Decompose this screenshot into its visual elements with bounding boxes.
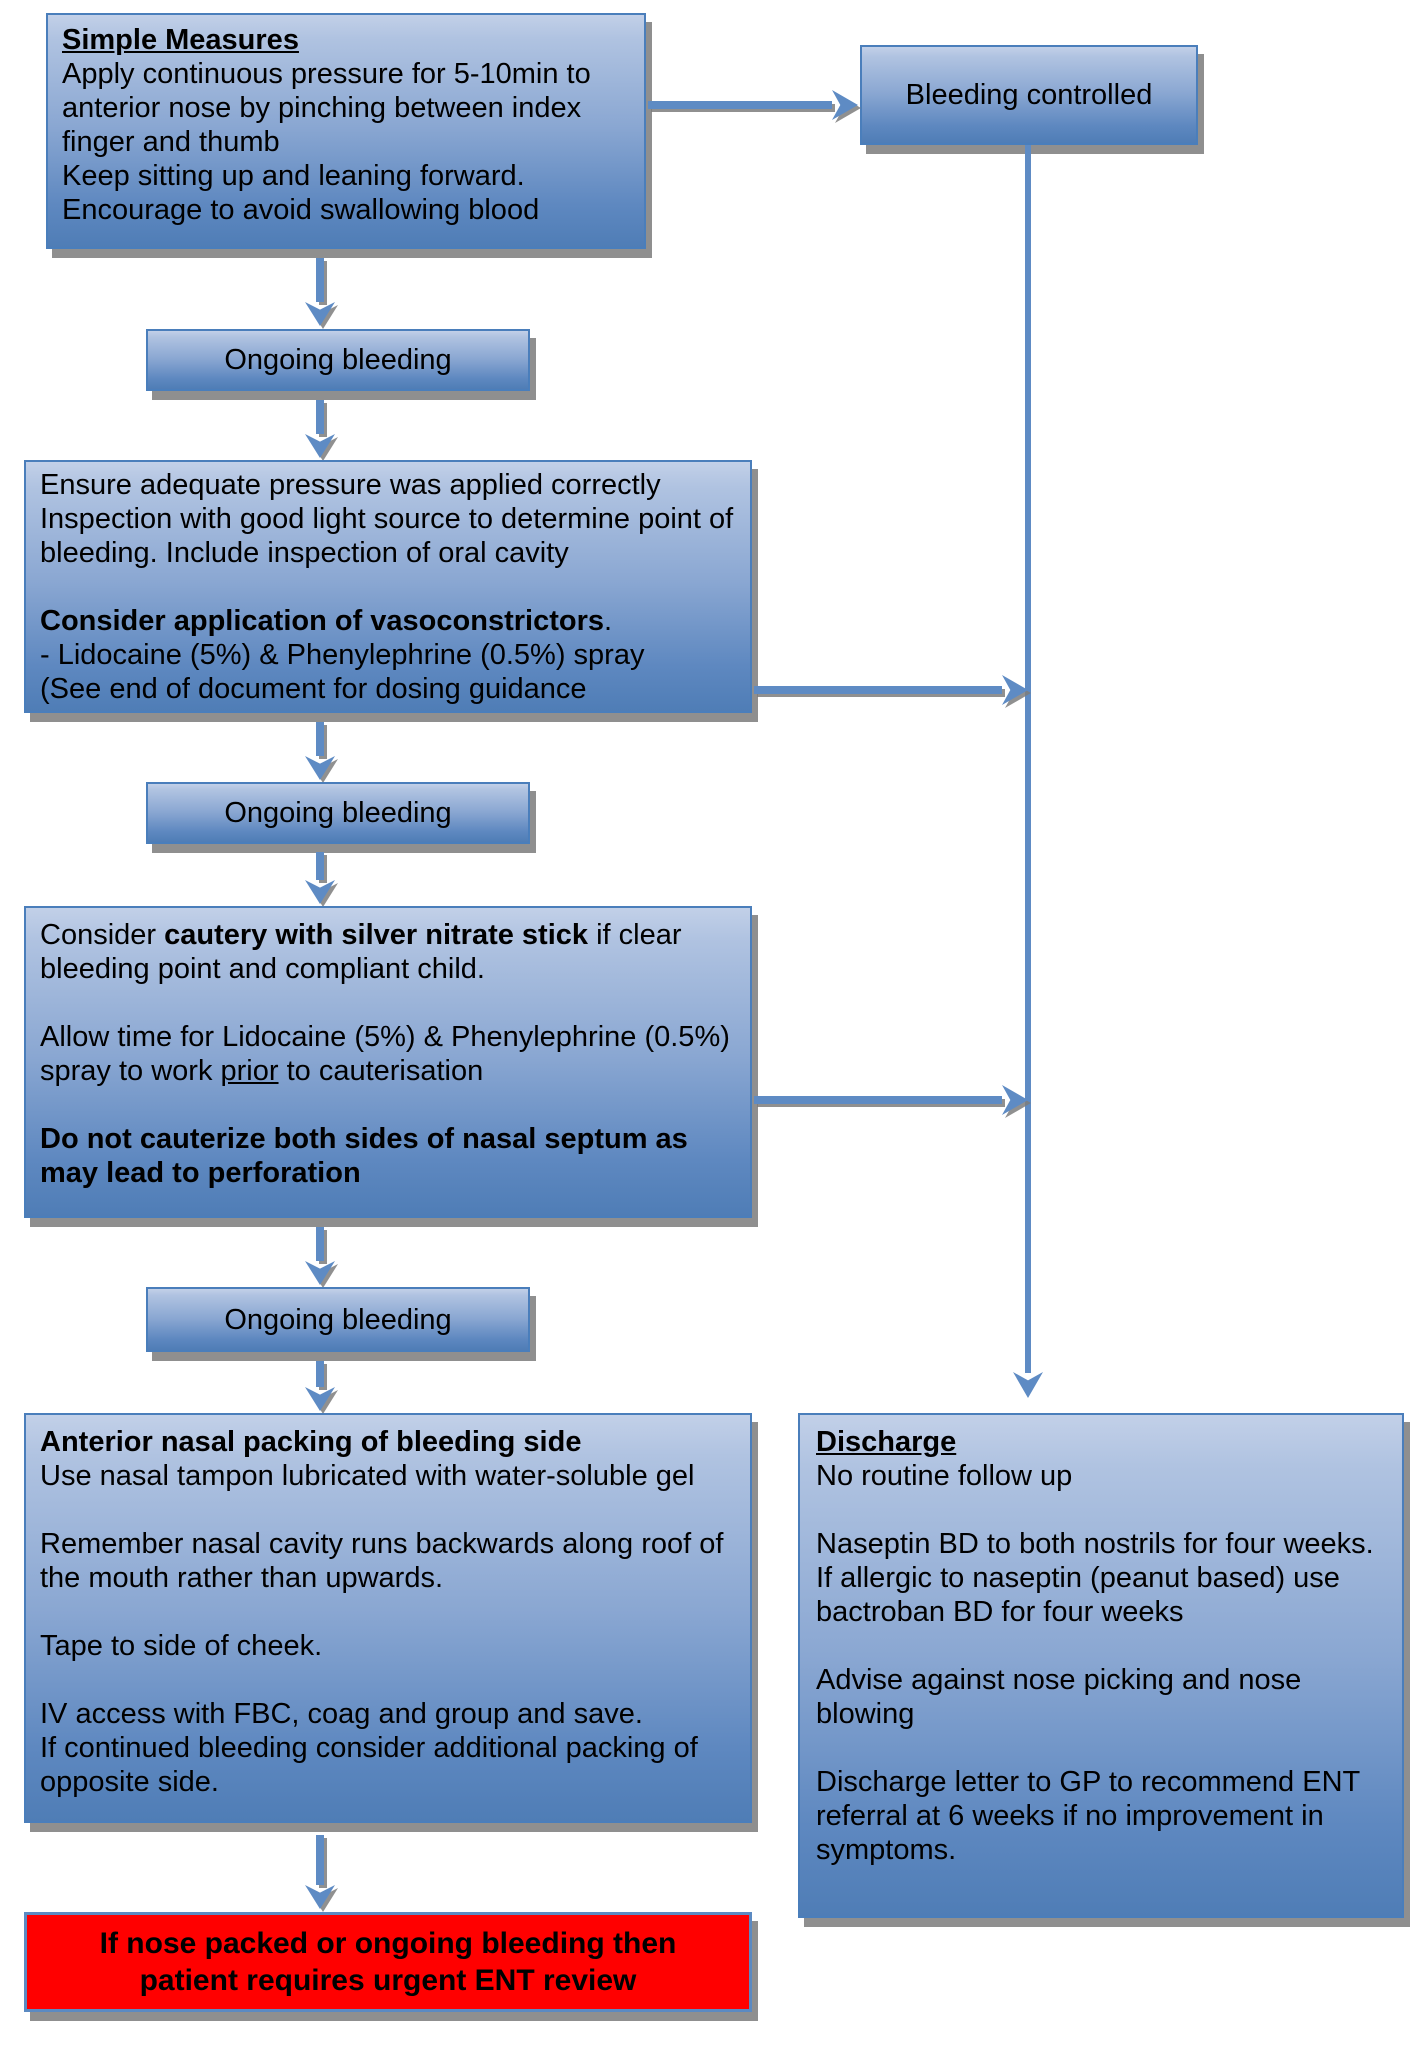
discharge-p3: Advise against nose picking and nose blowing [816, 1664, 1302, 1730]
bleeding-controlled-label: Bleeding controlled [905, 79, 1153, 111]
connector-controlled-to-discharge [1025, 145, 1031, 1373]
cautery-p1-bold: cautery with silver nitrate stick [164, 919, 589, 951]
assess-line2: Inspection with good light source to determine point of bleeding. Include inspection of oral cavity [40, 503, 734, 569]
box-ongoing-bleeding-3 [146, 1287, 530, 1352]
urgent-ent-review-label: If nose packed or ongoing bleeding then patient requires urgent ENT review [99, 1927, 677, 1997]
arrow-shaft [316, 722, 324, 756]
arrow-down-head-icon [305, 1261, 335, 1285]
arrow-shaft [316, 1361, 324, 1387]
box-urgent-ent-review [24, 1912, 752, 2012]
assess-vaso-tail: . [604, 605, 613, 637]
assess-line1: Ensure adequate pressure was applied correctly [40, 469, 661, 501]
simple-measures-body1: Apply continuous pressure for 5-10min to anterior nose by pinching between index finger and thumb [62, 58, 591, 158]
arrow-right-head-icon [1002, 675, 1028, 705]
arrow-assess-to-connector [754, 674, 1028, 706]
arrow-shaft [316, 1227, 324, 1261]
simple-measures-title: Simple Measures [62, 24, 299, 56]
cautery-p3-bold: Do not cauterize both sides of nasal septum as may lead to perforation [40, 1123, 688, 1189]
box-cautery [24, 906, 752, 1218]
ongoing-bleeding-1-label: Ongoing bleeding [224, 344, 452, 376]
cautery-p2-underlined: prior [220, 1055, 279, 1087]
arrow-shaft [316, 852, 324, 880]
discharge-p1: No routine follow up [816, 1460, 1073, 1492]
arrow-shaft [754, 1096, 1002, 1104]
discharge-title: Discharge [816, 1426, 957, 1458]
cautery-p1-pre: Consider [40, 919, 165, 951]
arrow-shaft [754, 686, 1002, 694]
arrow-packing-to-urgent [304, 1835, 336, 1909]
arrow-right-head-icon [832, 90, 858, 120]
packing-p4a: IV access with FBC, coag and group and save. [40, 1698, 643, 1730]
ongoing-bleeding-3-label: Ongoing bleeding [224, 1303, 452, 1336]
arrow-ongoing1-to-assess [304, 400, 336, 458]
simple-measures-body3: Encourage to avoid swallowing blood [62, 194, 540, 226]
packing-title: Anterior nasal packing of bleeding side [40, 1426, 582, 1458]
cautery-p2-post: to cauterisation [278, 1055, 484, 1087]
arrow-shaft [316, 400, 324, 434]
arrow-assess-to-ongoing2 [304, 722, 336, 780]
arrow-down-head-icon [305, 434, 335, 458]
assess-lidocaine: - Lidocaine (5%) & Phenylephrine (0.5%) spray [40, 639, 645, 671]
discharge-p2a: Naseptin BD to both nostrils for four weeks. [816, 1528, 1374, 1560]
arrow-down-head-icon [305, 880, 335, 904]
packing-p1: Use nasal tampon lubricated with water-soluble gel [40, 1460, 695, 1492]
box-ongoing-bleeding-1 [146, 329, 530, 391]
packing-p2: Remember nasal cavity runs backwards along roof of the mouth rather than upwards. [40, 1528, 724, 1594]
simple-measures-body2: Keep sitting up and leaning forward. [62, 160, 525, 192]
cautery-p1-post: if clear bleeding point and compliant child. [40, 919, 682, 985]
assess-vaso-bold: Consider application of vasoconstrictors [40, 605, 604, 637]
packing-p4b: If continued bleeding consider additional packing of opposite side. [40, 1732, 698, 1798]
arrow-down-head-icon [305, 302, 335, 326]
box-ongoing-bleeding-2 [146, 782, 530, 844]
box-discharge [798, 1413, 1404, 1918]
discharge-p4: Discharge letter to GP to recommend ENT referral at 6 weeks if no improvement in symptoms. [816, 1766, 1360, 1866]
ongoing-bleeding-2-label: Ongoing bleeding [224, 797, 452, 829]
cautery-p2 [40, 1020, 742, 1088]
arrow-cautery-to-ongoing3 [304, 1227, 336, 1285]
arrow-cautery-to-connector [754, 1084, 1028, 1116]
arrow-shaft [316, 258, 324, 302]
arrow-ongoing3-to-packing [304, 1361, 336, 1411]
connector-down-head-icon [1013, 1372, 1043, 1398]
assess-vasoconstrictors [40, 604, 736, 638]
arrow-simple-to-ongoing1 [304, 258, 336, 326]
arrow-down-head-icon [305, 756, 335, 780]
box-assess-pressure [24, 460, 752, 713]
arrow-down-head-icon [305, 1387, 335, 1411]
box-simple-measures [46, 13, 646, 249]
arrow-shaft [316, 1835, 324, 1885]
arrow-ongoing2-to-cautery [304, 852, 336, 904]
cautery-p1 [40, 918, 742, 986]
arrow-shaft [648, 101, 832, 109]
arrow-simple-to-controlled [648, 89, 858, 121]
discharge-p2b: If allergic to naseptin (peanut based) use bactroban BD for four weeks [816, 1562, 1340, 1628]
arrow-down-head-icon [305, 1885, 335, 1909]
cautery-p2-pre: Allow time for Lidocaine (5%) & Phenylephrine (0.5%) spray to work [40, 1021, 730, 1087]
packing-p3: Tape to side of cheek. [40, 1630, 323, 1662]
box-bleeding-controlled [860, 45, 1198, 145]
assess-see-note: (See end of document for dosing guidance [40, 673, 587, 705]
arrow-right-head-icon [1002, 1085, 1028, 1115]
box-nasal-packing [24, 1413, 752, 1823]
